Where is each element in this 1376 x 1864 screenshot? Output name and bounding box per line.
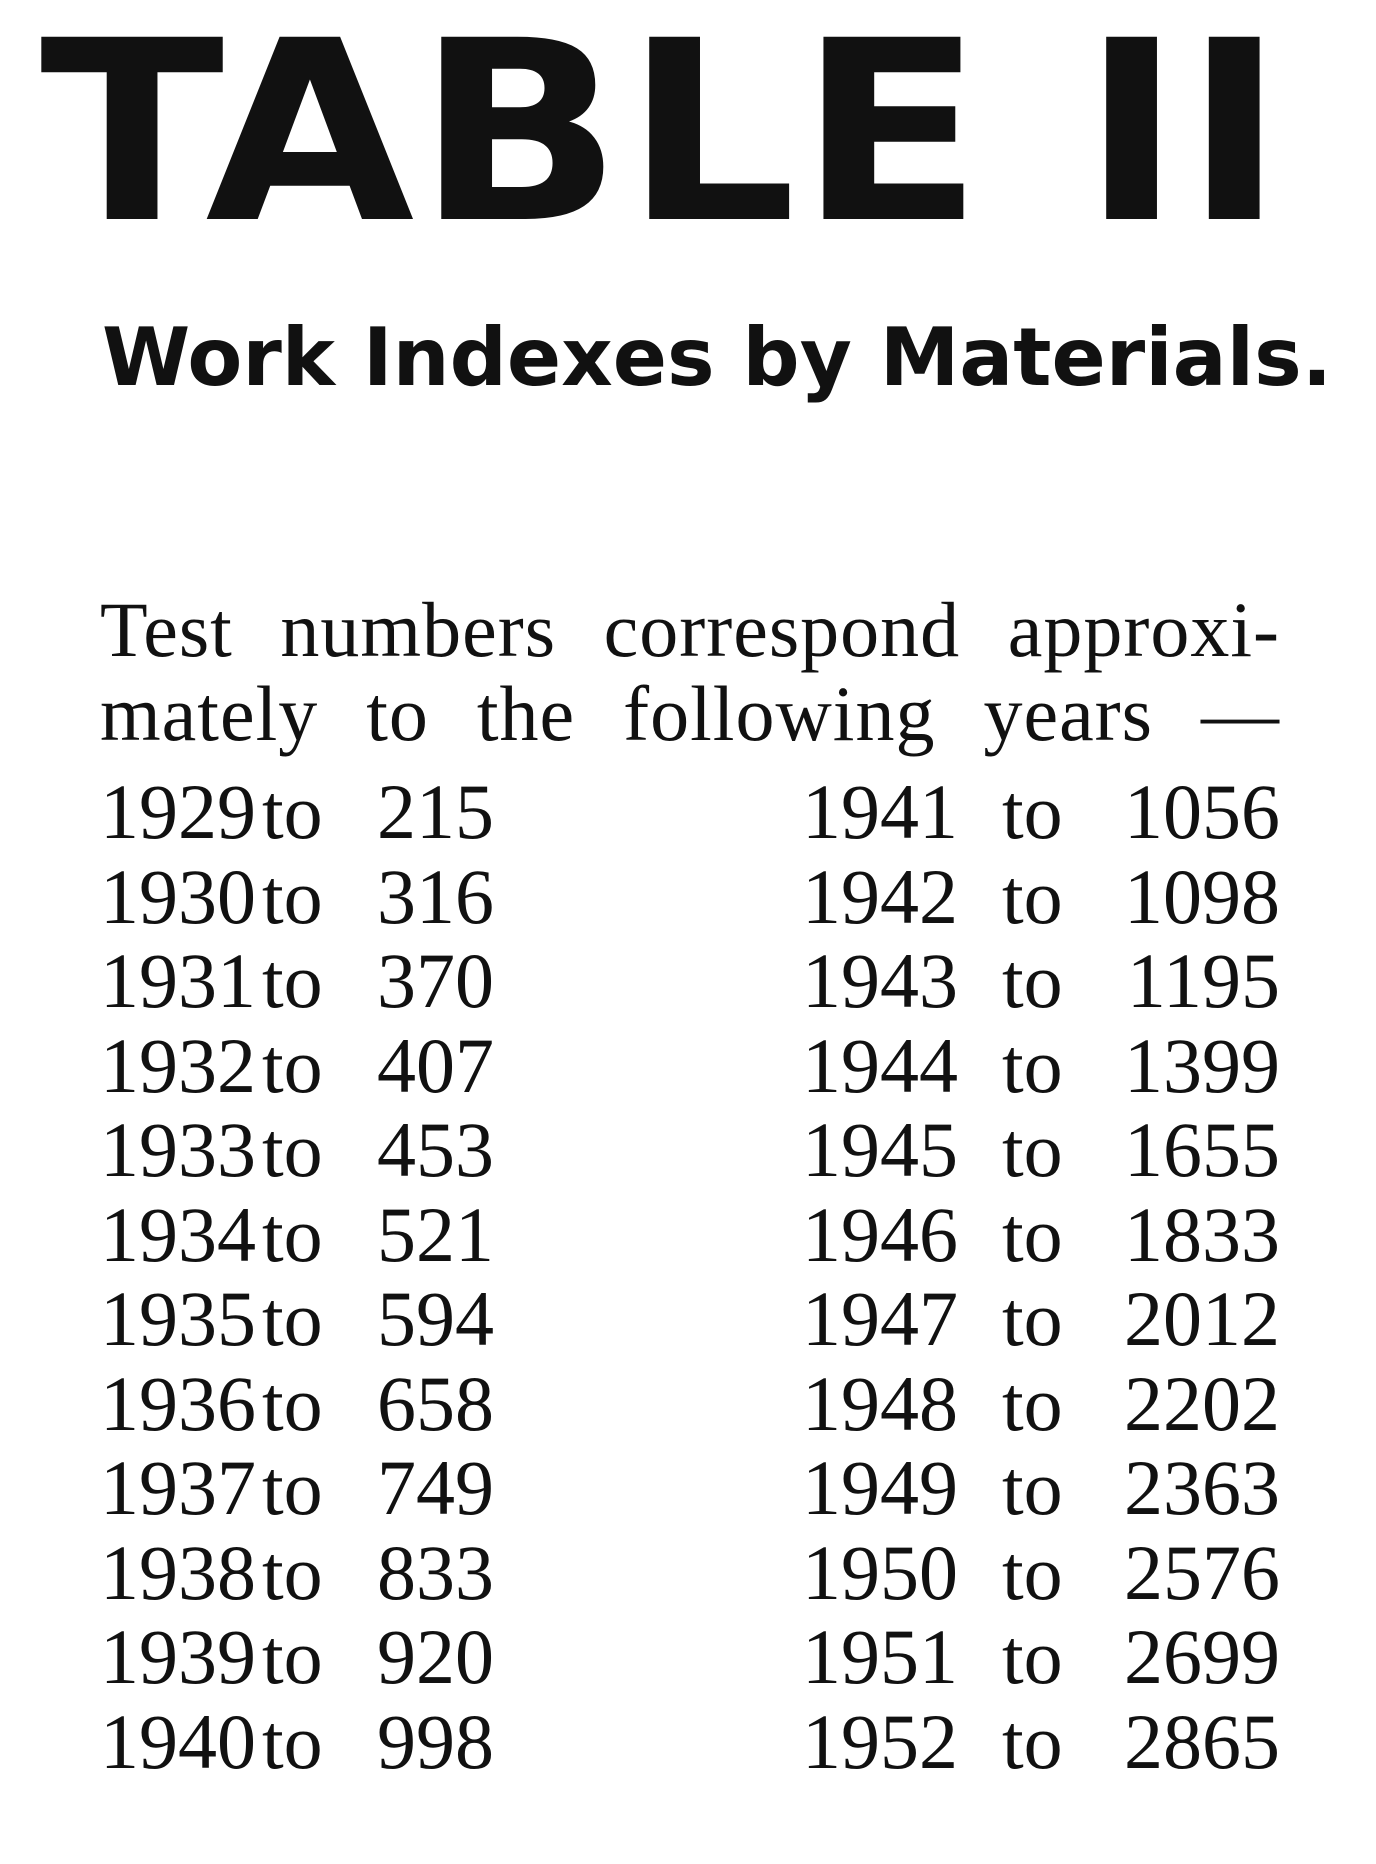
table-row [802,1190,1280,1278]
table-row [100,1021,507,1109]
row-connector: to [1002,768,1063,855]
table-row [100,1190,507,1278]
table-row [802,939,1280,1024]
row-connector: to [262,1528,323,1616]
row-test-number: 2363 [1124,1444,1280,1531]
table-title: TABLE II [40,0,1287,278]
row-test-number: 833 [377,1528,494,1616]
table-row [802,1528,1280,1616]
row-connector: to [1002,1021,1063,1109]
table-row [100,939,507,1024]
row-test-number: 1056 [1124,768,1280,855]
row-test-number: 998 [377,1697,494,1785]
row-test-number: 658 [377,1359,494,1447]
row-connector: to [262,1021,323,1109]
right-column [802,770,1280,1784]
row-connector: to [1002,1444,1063,1531]
row-year: 1941 [802,768,958,855]
row-test-number: 1655 [1124,1106,1280,1193]
row-connector: to [1002,852,1063,940]
row-year: 1931 [100,937,256,1024]
row-year: 1947 [802,1275,958,1362]
row-connector: to [262,1697,323,1785]
row-test-number: 1195 [1126,937,1280,1024]
row-connector: to [262,768,323,855]
row-year: 1937 [100,1444,256,1531]
row-connector: to [262,1359,323,1447]
row-test-number: 594 [377,1275,494,1362]
row-year: 1936 [100,1359,256,1447]
table-row [100,1108,507,1193]
row-connector: to [1002,1697,1063,1785]
row-connector: to [262,852,323,940]
row-year: 1949 [802,1444,958,1531]
row-year: 1945 [802,1106,958,1193]
row-test-number: 2012 [1124,1275,1280,1362]
row-year: 1934 [100,1190,256,1278]
table-subtitle: Work Indexes by Materials. [102,311,1333,404]
row-year: 1938 [100,1528,256,1616]
table-row [802,1615,1280,1700]
row-test-number: 920 [377,1613,494,1700]
row-year: 1951 [802,1613,958,1700]
row-year: 1944 [802,1021,958,1109]
row-test-number: 749 [377,1444,494,1531]
row-test-number: 316 [377,852,494,940]
table-row [802,852,1280,940]
row-connector: to [262,1106,323,1193]
table-row [100,1359,507,1447]
year-table [100,770,1280,1784]
row-test-number: 2576 [1124,1528,1280,1616]
row-test-number: 2865 [1124,1697,1280,1785]
row-year: 1950 [802,1528,958,1616]
table-row [100,1277,507,1362]
row-connector: to [1002,1190,1063,1278]
table-row [802,1021,1280,1109]
row-year: 1935 [100,1275,256,1362]
row-year: 1933 [100,1106,256,1193]
row-test-number: 370 [377,937,494,1024]
row-connector: to [1002,1359,1063,1447]
table-row [100,1615,507,1700]
row-test-number: 1098 [1124,852,1280,940]
table-row [100,1446,507,1531]
row-year: 1942 [802,852,958,940]
row-connector: to [262,1613,323,1700]
row-year: 1930 [100,852,256,940]
row-connector: to [1002,1613,1063,1700]
table-row [100,1528,507,1616]
table-row [802,770,1280,855]
row-connector: to [262,1275,323,1362]
row-year: 1932 [100,1021,256,1109]
row-year: 1939 [100,1613,256,1700]
row-test-number: 521 [377,1190,494,1278]
row-test-number: 453 [377,1106,494,1193]
table-row [802,1446,1280,1531]
table-row [100,852,507,940]
table-row [802,1108,1280,1193]
row-connector: to [1002,1528,1063,1616]
row-connector: to [1002,1106,1063,1193]
row-year: 1952 [802,1697,958,1785]
row-year: 1946 [802,1190,958,1278]
row-connector: to [262,937,323,1024]
row-connector: to [262,1190,323,1278]
row-test-number: 1399 [1124,1021,1280,1109]
row-year: 1940 [100,1697,256,1785]
row-test-number: 2202 [1124,1359,1280,1447]
row-test-number: 215 [377,768,494,855]
row-connector: to [1002,1275,1063,1362]
row-year: 1929 [100,768,256,855]
row-year: 1948 [802,1359,958,1447]
table-row [802,1697,1280,1785]
row-year: 1943 [802,937,958,1024]
row-test-number: 407 [377,1021,494,1109]
table-row [802,1359,1280,1447]
intro-text: Test numbers correspond approxi- mately to the following years — [100,586,1280,757]
table-row [802,1277,1280,1362]
table-row [100,1697,507,1785]
row-connector: to [262,1444,323,1531]
row-test-number: 2699 [1124,1613,1280,1700]
row-test-number: 1833 [1124,1190,1280,1278]
row-connector: to [1002,937,1063,1024]
left-column [100,770,507,1784]
table-row [100,770,507,855]
